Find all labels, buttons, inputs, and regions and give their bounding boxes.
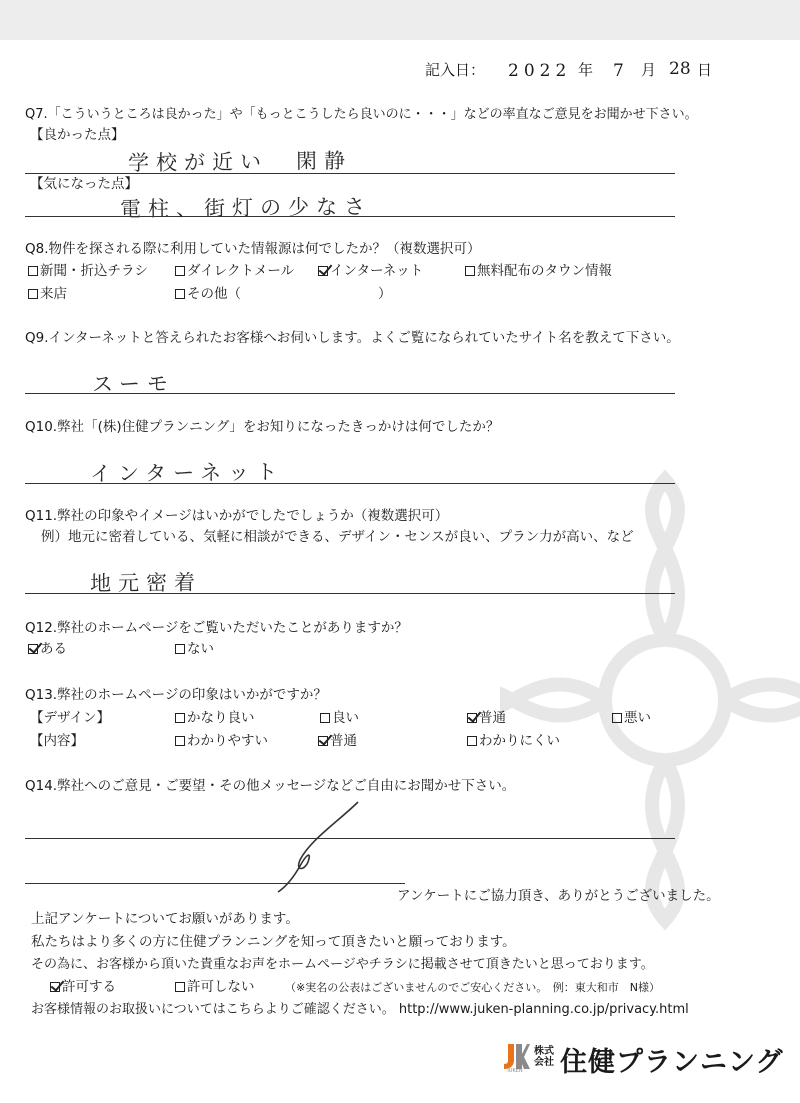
q8-question: Q8.物件を探される際に利用していた情報源は何でしたか？（複数選択可） xyxy=(25,241,481,257)
checkbox[interactable] xyxy=(175,982,185,992)
thanks-message: アンケートにご協力頂き、ありがとうございました。 xyxy=(397,888,720,904)
checkbox-checked[interactable] xyxy=(28,644,38,654)
q12-option-yes[interactable]: ある xyxy=(28,640,67,658)
checkbox-checked[interactable] xyxy=(318,266,328,276)
q11-example: 例）地元に密着している、気軽に相談ができる、デザイン・センスが良い、プラン力が高い、など xyxy=(41,529,634,545)
q11-answer: 地元密着 xyxy=(89,570,203,596)
logo-company-name: 住健プランニング xyxy=(560,1047,784,1078)
permit-option[interactable]: 許可する xyxy=(50,978,116,996)
q10-line xyxy=(25,483,675,484)
checkbox[interactable] xyxy=(175,713,185,723)
q8-option-newspaper[interactable]: 新聞・折込チラシ xyxy=(28,262,148,280)
q14-question: Q14.弊社へのご意見・ご要望・その他メッセージなどご自由にお聞かせ下さい。 xyxy=(25,778,516,794)
q12-option-no[interactable]: ない xyxy=(175,640,214,658)
checkbox[interactable] xyxy=(175,644,185,654)
request-line-1: 上記アンケートについてお願いがあります。 xyxy=(31,911,299,927)
date-label: 記入日： xyxy=(425,61,486,79)
q7-concern-answer: 電柱、街灯の少なさ xyxy=(119,194,373,222)
logo-mark-text: JUKEN xyxy=(507,1068,523,1072)
header-band xyxy=(0,0,800,40)
deny-option[interactable]: 許可しない xyxy=(175,978,255,996)
request-line-3: その為に、お客様から頂いた貴重なお声をホームページやチラシに掲載させて頂きたいと思っております。 xyxy=(31,957,654,972)
checkbox[interactable] xyxy=(175,736,185,746)
jk-logo-icon xyxy=(500,1042,530,1072)
checkbox-checked[interactable] xyxy=(50,982,60,992)
date-day-unit: 日 xyxy=(697,61,713,79)
checkbox[interactable] xyxy=(175,289,185,299)
q13-design-label: 【デザイン】 xyxy=(30,710,111,726)
q12-question: Q12.弊社のホームページをご覧いただいたことがありますか？ xyxy=(25,620,408,636)
date-month: 7 xyxy=(613,61,624,81)
handwritten-scribble-icon xyxy=(270,800,370,895)
date-day: 28 xyxy=(669,59,691,79)
date-year: 2022 xyxy=(508,61,572,81)
q8-option-visit[interactable]: 来店 xyxy=(28,285,67,303)
checkbox[interactable] xyxy=(320,713,330,723)
checkbox[interactable] xyxy=(175,266,185,276)
q9-line xyxy=(25,393,675,394)
q13-content-clear[interactable]: わかりやすい xyxy=(175,732,268,750)
q13-question: Q13.弊社のホームページの印象はいかがですか？ xyxy=(25,687,327,703)
checkbox[interactable] xyxy=(28,266,38,276)
q8-other-close: ） xyxy=(378,286,392,302)
q7-good-label: 【良かった点】 xyxy=(30,127,125,143)
q8-option-other[interactable]: その他（ xyxy=(175,285,241,303)
q7-concern-label: 【気になった点】 xyxy=(30,176,138,192)
q13-content-label: 【内容】 xyxy=(30,733,84,749)
q7-good-line xyxy=(25,173,675,174)
date-month-unit: 月 xyxy=(641,61,657,79)
q7-concern-line xyxy=(25,216,675,217)
q10-answer: インターネット xyxy=(89,459,285,487)
q7-good-answer: 学校が近い 閑静 xyxy=(127,148,353,176)
logo-company-type: 株式会社 xyxy=(534,1046,554,1068)
checkbox[interactable] xyxy=(28,289,38,299)
privacy-line: お客様情報のお取扱いについてはこちらよりご確認ください。 http://www.juken-planning.co.jp/privacy.html xyxy=(31,1002,689,1017)
checkbox[interactable] xyxy=(612,713,622,723)
q13-design-bad[interactable]: 悪い xyxy=(612,709,651,727)
q8-option-direct-mail[interactable]: ダイレクトメール xyxy=(175,262,294,280)
q8-option-internet[interactable]: インターネット xyxy=(318,262,423,280)
q11-question: Q11.弊社の印象やイメージはいかがでしたでしょうか（複数選択可） xyxy=(25,508,449,524)
q13-content-unclear[interactable]: わかりにくい xyxy=(467,732,560,750)
checkbox[interactable] xyxy=(467,736,477,746)
q13-design-very-good[interactable]: かなり良い xyxy=(175,709,255,727)
q11-line xyxy=(25,593,675,594)
request-line-2: 私たちはより多くの方に住健プランニングを知って頂きたいと願っております。 xyxy=(31,934,516,950)
q13-design-normal[interactable]: 普通 xyxy=(467,709,506,727)
checkbox[interactable] xyxy=(465,266,475,276)
checkbox-checked[interactable] xyxy=(318,736,328,746)
q10-question: Q10.弊社「(株)住健プランニング」をお知りになったきっかけは何でしたか？ xyxy=(25,419,500,435)
q9-question: Q9.インターネットと答えられたお客様へお伺いします。よくご覧になられていたサイト名を教えて下さい。 xyxy=(25,330,680,346)
q9-answer: スーモ xyxy=(91,371,176,397)
date-year-unit: 年 xyxy=(578,61,594,79)
checkbox-checked[interactable] xyxy=(467,713,477,723)
company-logo xyxy=(500,1040,790,1080)
q13-design-good[interactable]: 良い xyxy=(320,709,359,727)
q8-option-town-info[interactable]: 無料配布のタウン情報 xyxy=(465,262,612,280)
q7-question: Q7.「こういうところは良かった」や「もっとこうしたら良いのに・・・」などの率直なご意見をお聞かせ下さい。 xyxy=(25,107,698,122)
anonymity-note: （※実名の公表はございませんのでご安心ください。 例：東大和市 N様） xyxy=(285,981,660,994)
q13-content-normal[interactable]: 普通 xyxy=(318,732,357,750)
